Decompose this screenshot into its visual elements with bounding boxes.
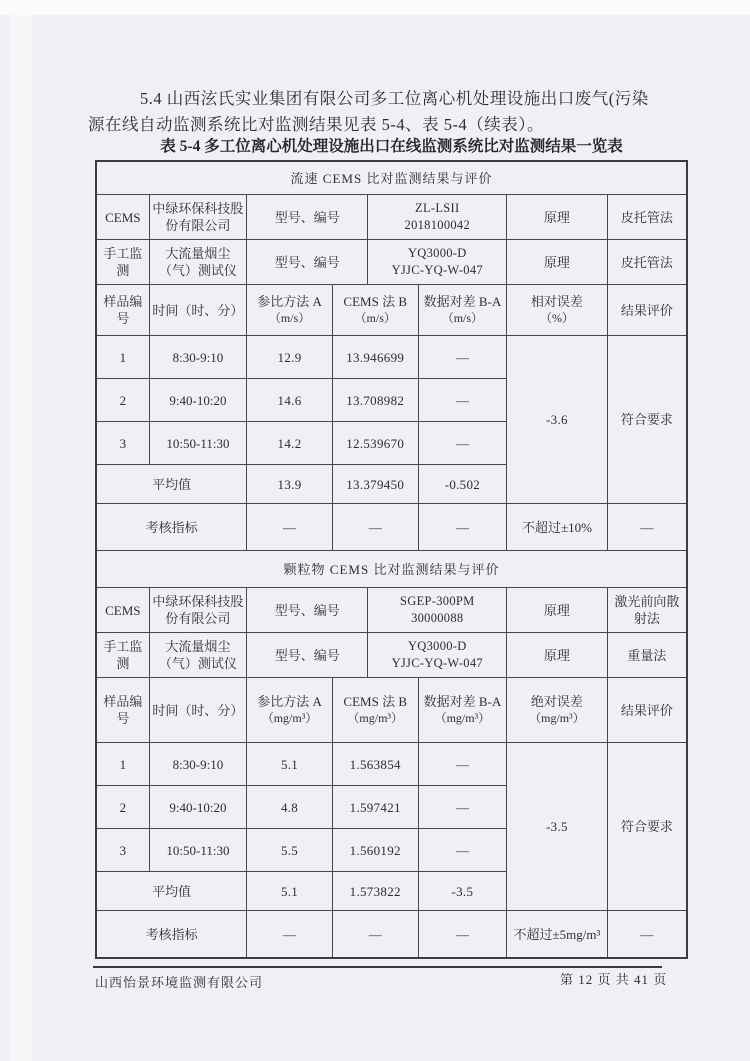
- cems-value-cell: 13.379450: [332, 465, 418, 504]
- model-serial-cell: [368, 588, 507, 633]
- evaluation-merged-cell: 符合要求: [607, 743, 687, 911]
- vendor-cell: 中绿环保科技股份有限公司: [149, 588, 247, 633]
- col-header-error: 绝对误差 （mg/m³）: [507, 678, 607, 743]
- sample-no-cell: 2: [96, 379, 149, 422]
- ref-value-cell: 13.9: [247, 465, 333, 504]
- role-cell: 手工监测: [96, 240, 149, 285]
- evaluation-merged-cell: 符合要求: [607, 336, 687, 504]
- model-label-cell: 型号、编号: [247, 588, 368, 633]
- ref-value-cell: 5.1: [247, 743, 333, 786]
- equipment-row: [96, 633, 687, 678]
- col-header-diff: 数据对差 B-A （mg/m³）: [418, 678, 507, 743]
- intro-paragraph: 5.4 山西泫氏实业集团有限公司多工位离心机处理设施出口废气(污染源在线自动监测系统比对监测结果见表 5-4、表 5-4（续表）。: [88, 89, 649, 134]
- comparison-table: [95, 160, 688, 959]
- sample-no-cell: 3: [96, 422, 149, 465]
- principle-cell: 皮托管法: [607, 240, 687, 285]
- col-header-sample: 样品编号: [96, 285, 149, 336]
- criterion-row: [96, 504, 687, 551]
- col-header-result: 结果评价: [607, 678, 687, 743]
- time-cell: 8:30-9:10: [149, 336, 247, 379]
- diff-value-cell: —: [418, 743, 507, 786]
- model-number: SGEP-300PM: [399, 594, 475, 608]
- role-cell: CEMS: [96, 195, 149, 240]
- cems-value-cell: 12.539670: [332, 422, 418, 465]
- col-header-sample: 样品编号: [96, 678, 149, 743]
- cems-value-cell: 13.946699: [332, 336, 418, 379]
- diff-value-cell: -0.502: [418, 465, 507, 504]
- role-cell: 手工监测: [96, 633, 149, 678]
- col-header-cems: CEMS 法 B （mg/m³）: [332, 678, 418, 743]
- serial-number: YJJC-YQ-W-047: [391, 656, 483, 670]
- error-merged-cell: -3.5: [507, 743, 607, 911]
- equipment-row: [96, 195, 687, 240]
- principle-cell: 皮托管法: [607, 195, 687, 240]
- serial-number: YJJC-YQ-W-047: [391, 263, 483, 277]
- model-serial-cell: [368, 195, 507, 240]
- vendor-cell: 中绿环保科技股份有限公司: [149, 195, 247, 240]
- data-row: [96, 336, 687, 379]
- sample-no-cell: 3: [96, 829, 149, 872]
- time-cell: 9:40-10:20: [149, 786, 247, 829]
- criterion-eval-cell: —: [607, 504, 687, 551]
- model-number: YQ3000-D: [407, 639, 467, 653]
- time-cell: 10:50-11:30: [149, 829, 247, 872]
- criterion-label-cell: 考核指标: [96, 911, 247, 959]
- sample-no-cell: 1: [96, 336, 149, 379]
- col-header-diff: 数据对差 B-A （m/s）: [418, 285, 507, 336]
- criterion-limit-cell: 不超过±5mg/m³: [507, 911, 607, 959]
- ref-value-cell: 5.5: [247, 829, 333, 872]
- vendor-cell: 大流量烟尘（气）测试仪: [149, 633, 247, 678]
- principle-label-cell: 原理: [507, 240, 607, 285]
- model-label-cell: 型号、编号: [247, 195, 368, 240]
- time-cell: 9:40-10:20: [149, 379, 247, 422]
- ref-value-cell: 12.9: [247, 336, 333, 379]
- footer-company: 山西怡景环境监测有限公司: [95, 975, 264, 990]
- model-label-cell: 型号、编号: [247, 633, 368, 678]
- role-cell: CEMS: [96, 588, 149, 633]
- diff-value-cell: —: [418, 829, 507, 872]
- criterion-eval-cell: —: [607, 911, 687, 959]
- footer-page-number: 第 12 页 共 41 页: [560, 972, 668, 987]
- criterion-cems-cell: —: [332, 504, 418, 551]
- sample-no-cell: 1: [96, 743, 149, 786]
- header-row: [96, 678, 687, 743]
- criterion-limit-cell: 不超过±10%: [507, 504, 607, 551]
- principle-label-cell: 原理: [507, 588, 607, 633]
- section-title-row: [96, 161, 687, 195]
- time-cell: 10:50-11:30: [149, 422, 247, 465]
- serial-number: 30000088: [411, 611, 464, 625]
- ref-value-cell: 4.8: [247, 786, 333, 829]
- scan-top-edge: [0, 0, 750, 15]
- ref-value-cell: 14.6: [247, 379, 333, 422]
- model-number: ZL-LSII: [415, 201, 460, 215]
- model-label-cell: 型号、编号: [247, 240, 368, 285]
- diff-value-cell: —: [418, 422, 507, 465]
- table-caption: 表 5-4 多工位离心机处理设施出口在线监测系统比对监测结果一览表: [160, 138, 623, 155]
- serial-number: 2018100042: [404, 218, 471, 232]
- model-number: YQ3000-D: [407, 246, 467, 260]
- criterion-row: [96, 911, 687, 959]
- diff-value-cell: —: [418, 786, 507, 829]
- diff-value-cell: —: [418, 379, 507, 422]
- diff-value-cell: —: [418, 336, 507, 379]
- time-cell: 8:30-9:10: [149, 743, 247, 786]
- principle-cell: 激光前向散射法: [607, 588, 687, 633]
- model-serial-cell: [368, 633, 507, 678]
- diff-value-cell: -3.5: [418, 872, 507, 911]
- ref-value-cell: 5.1: [247, 872, 333, 911]
- equipment-row: [96, 588, 687, 633]
- col-header-time: 时间（时、分）: [149, 285, 247, 336]
- principle-cell: 重量法: [607, 633, 687, 678]
- model-serial-cell: [368, 240, 507, 285]
- criterion-ref-cell: —: [247, 504, 333, 551]
- error-merged-cell: -3.6: [507, 336, 607, 504]
- cems-value-cell: 1.597421: [332, 786, 418, 829]
- footer-rule: [93, 966, 662, 968]
- col-header-cems: CEMS 法 B （m/s）: [332, 285, 418, 336]
- cems-value-cell: 1.563854: [332, 743, 418, 786]
- header-row: [96, 285, 687, 336]
- criterion-diff-cell: —: [418, 504, 507, 551]
- criterion-diff-cell: —: [418, 911, 507, 959]
- average-label-cell: 平均值: [96, 872, 247, 911]
- vendor-cell: 大流量烟尘（气）测试仪: [149, 240, 247, 285]
- cems-value-cell: 1.560192: [332, 829, 418, 872]
- scan-left-edge: [10, 15, 32, 1061]
- col-header-time: 时间（时、分）: [149, 678, 247, 743]
- section-title: 颗粒物 CEMS 比对监测结果与评价: [96, 551, 687, 588]
- average-label-cell: 平均值: [96, 465, 247, 504]
- col-header-result: 结果评价: [607, 285, 687, 336]
- cems-value-cell: 1.573822: [332, 872, 418, 911]
- col-header-ref: 参比方法 A （mg/m³）: [247, 678, 333, 743]
- principle-label-cell: 原理: [507, 633, 607, 678]
- col-header-ref: 参比方法 A （m/s）: [247, 285, 333, 336]
- cems-value-cell: 13.708982: [332, 379, 418, 422]
- criterion-label-cell: 考核指标: [96, 504, 247, 551]
- equipment-row: [96, 240, 687, 285]
- section-title-row: [96, 551, 687, 588]
- col-header-error: 相对误差 （%）: [507, 285, 607, 336]
- section-title: 流速 CEMS 比对监测结果与评价: [96, 161, 687, 195]
- data-row: [96, 743, 687, 786]
- ref-value-cell: 14.2: [247, 422, 333, 465]
- principle-label-cell: 原理: [507, 195, 607, 240]
- sample-no-cell: 2: [96, 786, 149, 829]
- criterion-cems-cell: —: [332, 911, 418, 959]
- criterion-ref-cell: —: [247, 911, 333, 959]
